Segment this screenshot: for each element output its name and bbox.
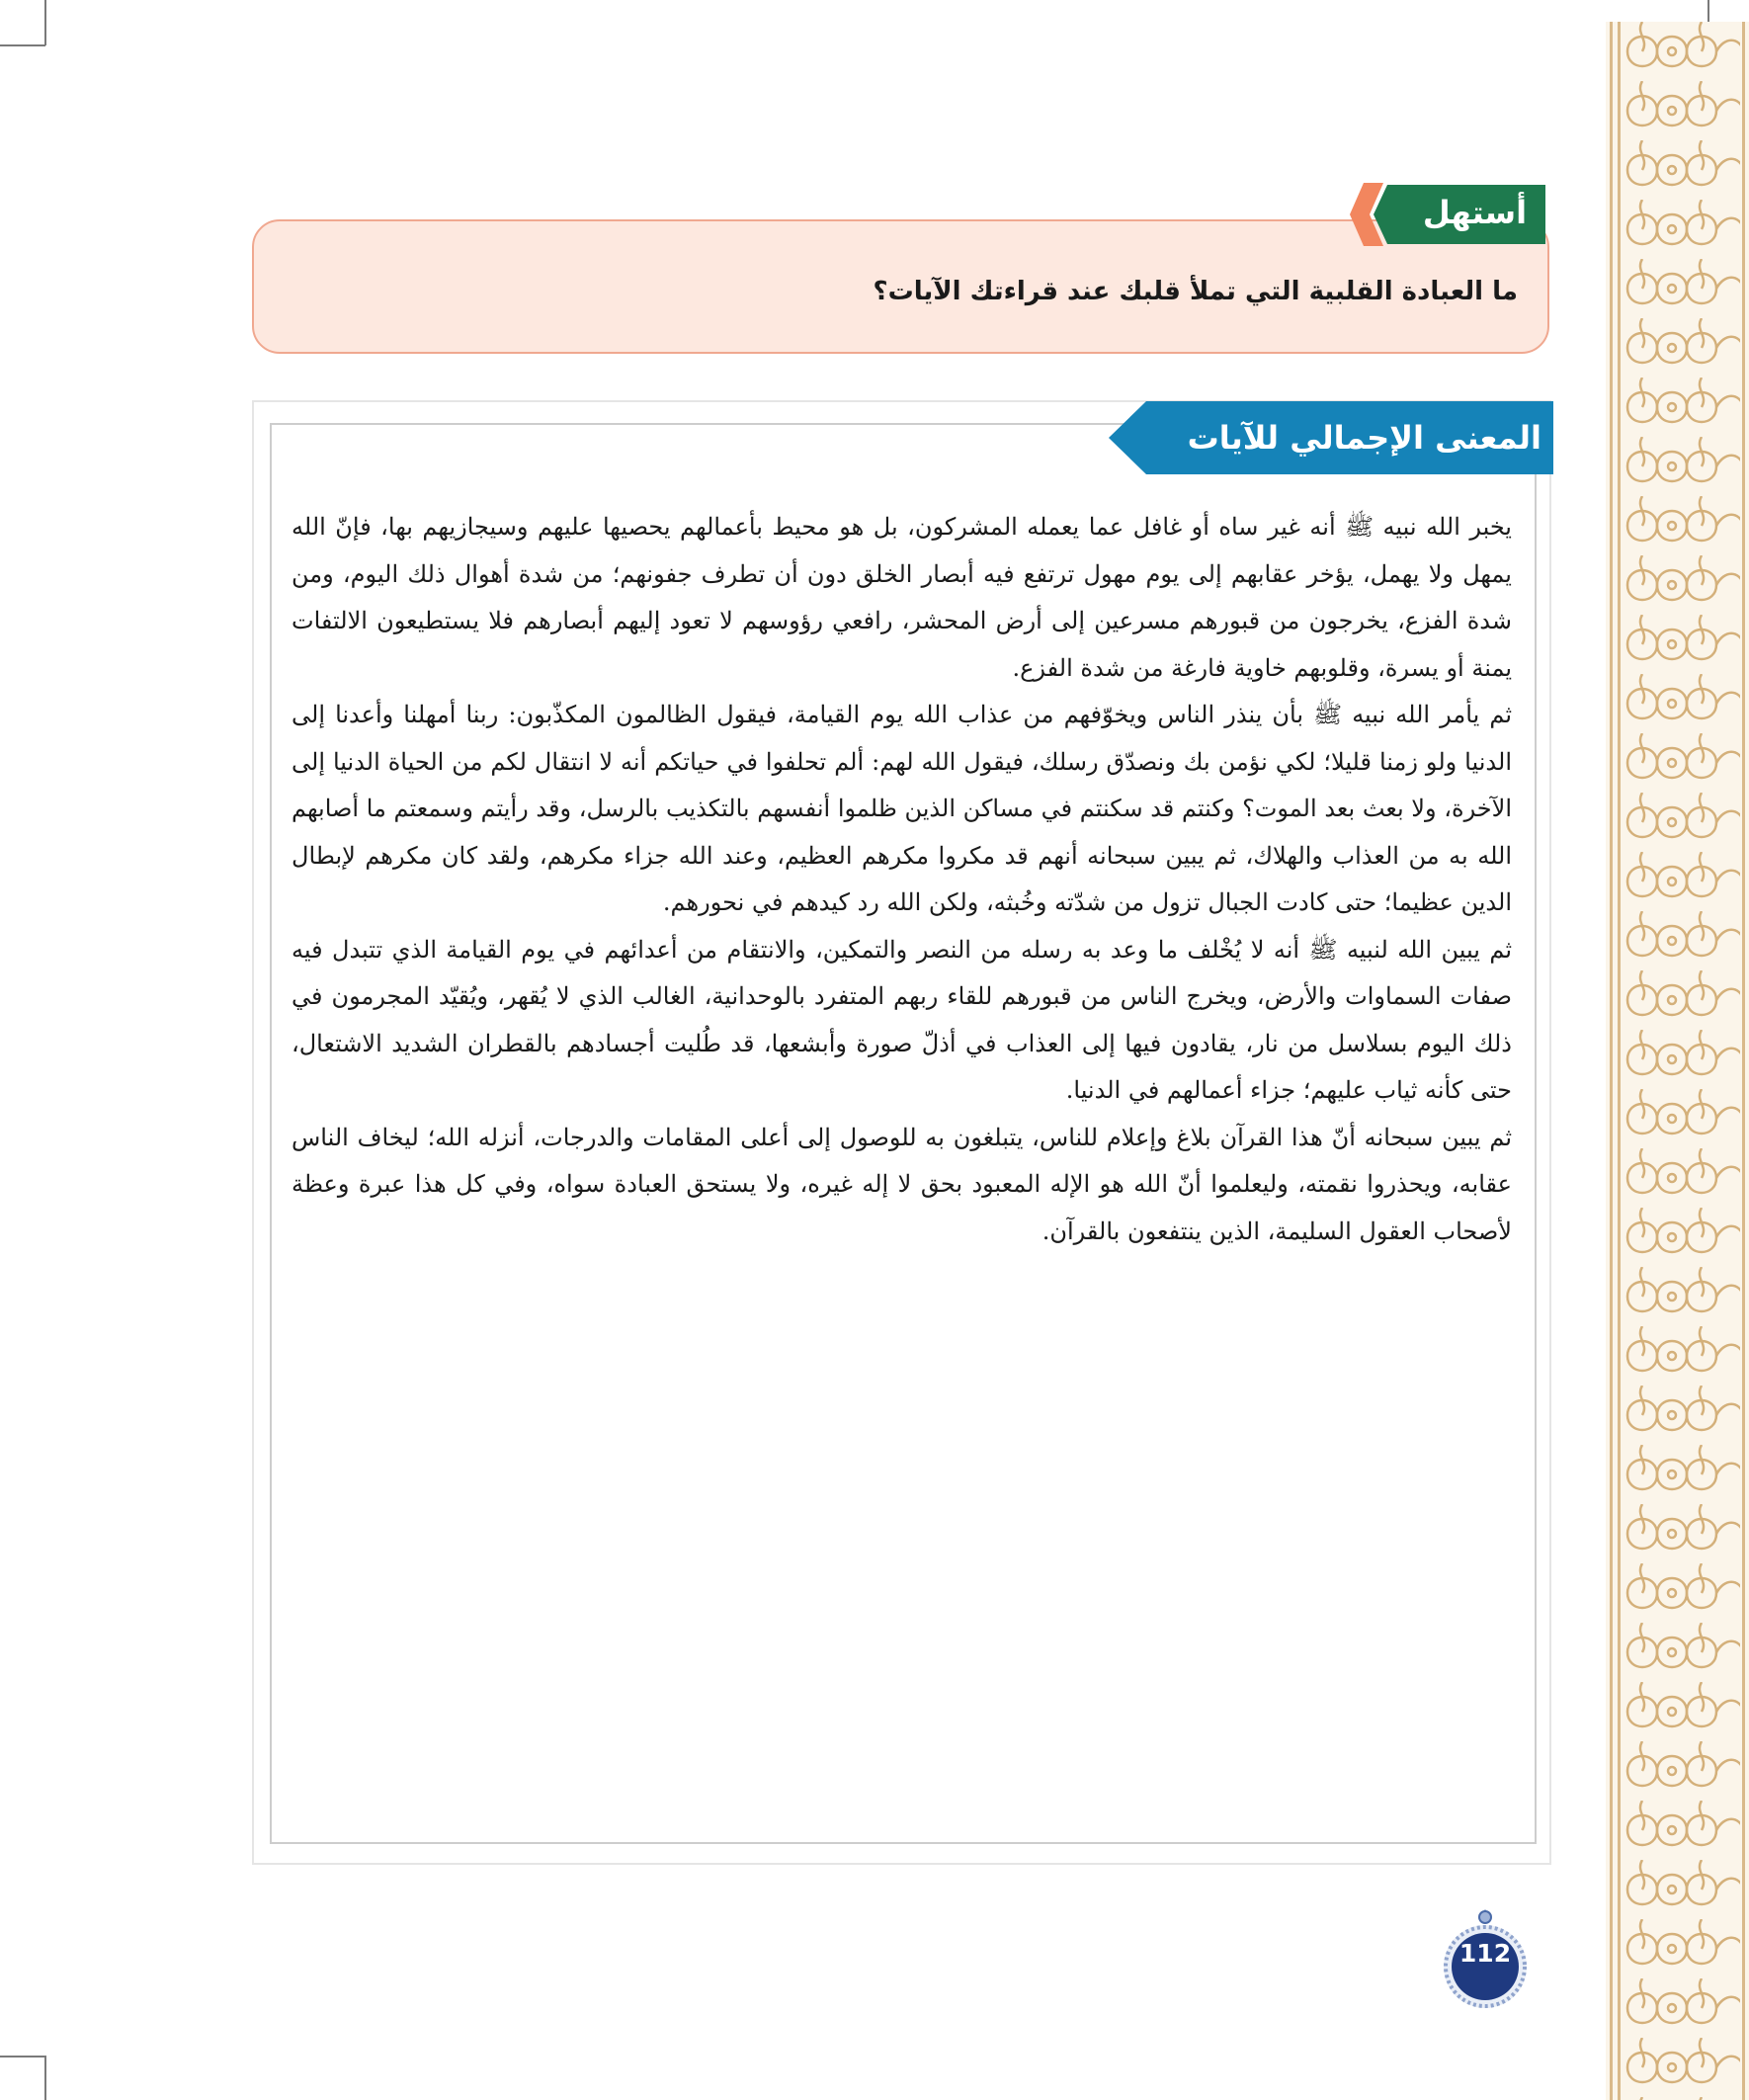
page-number: 112 — [1458, 1939, 1512, 1968]
ornamental-border — [1606, 22, 1749, 2100]
starter-question: ما العبادة القلبية التي تملأ قلبك عند قراءتك الآيات؟ — [873, 277, 1518, 306]
crop-mark — [0, 2056, 45, 2058]
crop-mark — [0, 44, 45, 46]
meaning-title: المعنى الإجمالي للآيات — [1187, 419, 1541, 457]
paragraph: ثم يبين الله لنبيه ﷺ أنه لا يُخْلف ما وعد به رسله من النصر والتمكين، والانتقام من أعدائهم في يوم القيامة الذي تتبدل فيه صفات السماوات والأرض، ويخرج الناس من قبورهم للقاء ربهم المتفرد بالوحدانية، الغالب الذي لا يُقهر، ويُقيّد المجرمون في ذلك اليوم بسلاسل من نار، يقادون فيها إلى العذاب في أذلّ صورة وأبشعها، قد طُليت أجسادهم بالقطران الشديد الاشتعال، حتى كأنه ثياب عليهم؛ جزاء أعمالهم في الدنيا. — [292, 935, 1512, 1104]
crop-mark — [44, 2056, 46, 2100]
paragraph: ثم يأمر الله نبيه ﷺ بأن ينذر الناس ويخوّفهم من عذاب الله يوم القيامة، فيقول الظالمون المكذّبون: ربنا أمهلنا وأعدنا إلى الدنيا ولو زمنا قليلا؛ لكي نؤمن بك ونصدّق رسلك، فيقول الله لهم: ألم تحلفوا في حياتكم أنه لا انتقال لكم من الحياة الدنيا إلى الآخرة، ولا بعث بعد الموت؟ وكنتم قد سكنتم في مساكن الذين ظلموا أنفسهم بالتكذيب بالرسل، وقد رأيتم وسمعتم ما أصابهم الله به من العذاب والهلاك، ثم يبين سبحانه أنهم قد مكروا مكرهم العظيم، وعند الله جزاء مكرهم، ولقد كان مكرهم لإبطال الدين عظيما؛ حتى كادت الجبال تزول من شدّته وخُبثه، ولكن الله رد كيدهم في نحورهم. — [292, 701, 1513, 916]
crop-mark — [1707, 0, 1709, 22]
crop-mark — [44, 0, 46, 45]
paragraph: ثم يبين سبحانه أنّ هذا القرآن بلاغ وإعلام للناس، يتبلغون به للوصول إلى أعلى المقامات والدرجات، أنزله الله؛ ليخاف الناس عقابه، ويحذروا نقمته، وليعلموا أنّ الله هو الإله المعبود بحق لا إله غيره، ولا يستحق العبادة سواه، وفي كل هذا عبرة وعظة لأصحاب العقول السليمة، الذين ينتفعون بالقرآن. — [292, 1123, 1512, 1245]
meaning-body — [292, 504, 1512, 1255]
paragraph: يخبر الله نبيه ﷺ أنه غير ساه أو غافل عما يعمله المشركون، بل هو محيط بأعمالهم يحصيها عليهم وسيجازيهم بها، فإنّ الله يمهل ولا يهمل، يؤخر عقابهم إلى يوم مهول ترتفع فيه أبصار الخلق دون أن تطرف جفونهم؛ من شدة أهوال ذلك اليوم، ومن شدة الفزع، يخرجون من قبورهم مسرعين إلى أرض المحشر، رافعي رؤوسهم لا تعود إليهم أبصارهم فلا يستطيعون الالتفات يمنة أو يسرة، وقلوبهم خاوية فارغة من شدة الفزع. — [292, 513, 1513, 682]
starter-tab-label: أستهل — [1422, 194, 1528, 231]
